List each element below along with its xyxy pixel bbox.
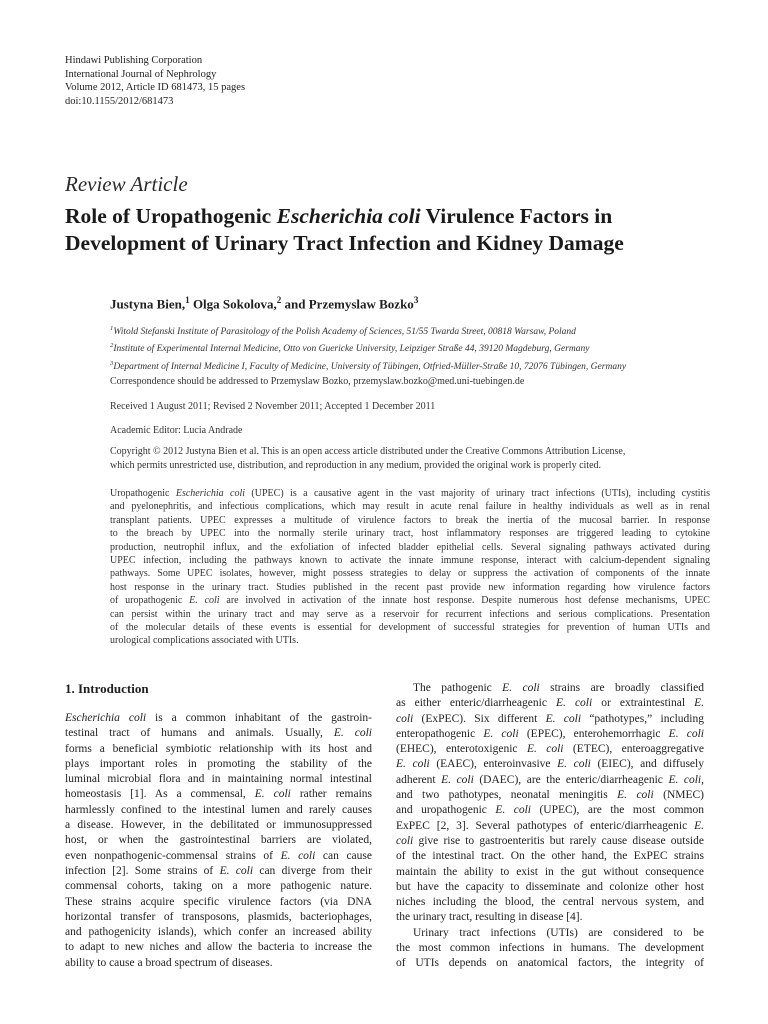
article-dates: Received 1 August 2011; Revised 2 November 2011; Accepted 1 December 2011 (110, 401, 436, 412)
body-line: luminal microbial flora and in maintaining normal intestinal (65, 773, 372, 786)
body-text: E. coli (557, 758, 591, 771)
body-text: E. coli (254, 788, 291, 801)
abstract-text: of uropathogenic (110, 595, 190, 607)
body-text: strains are broadly classified (539, 682, 704, 694)
author-affil-marker: 3 (413, 295, 419, 305)
abstract-line: host response in the urinary tract. Studies published in the recent past provide new information regarding how virulence factors (110, 581, 710, 593)
body-text: testinal tract of humans and animals. Usually, (65, 727, 334, 740)
affiliation-text: Witold Stefanski Institute of Parasitology of the Polish Academy of Sciences, 51/55 Twarda Street, 00818 Warsaw, Poland (113, 327, 576, 338)
title-line-2: Development of Urinary Tract Infection and Kidney Damage (65, 230, 624, 255)
doi: doi:10.1155/2012/681473 (65, 95, 174, 107)
body-line: These strains acquire specific virulence factors (via DNA (65, 895, 372, 908)
body-text: enteropathogenic (396, 727, 484, 740)
body-line: a disease. However, in the debilitated or immunosuppressed (65, 819, 372, 832)
section-heading-introduction: 1. Introduction (65, 681, 149, 696)
body-text: E. coli (545, 712, 582, 725)
author-name: Justyna Bien, (110, 296, 186, 312)
correspondence-text: Correspondence should be addressed to Przemyslaw Bozko, (110, 376, 354, 387)
body-text: or extraintestinal (592, 697, 695, 710)
affiliation-text: Institute of Experimental Internal Medicine, Otto von Guericke University, Leipziger Straße 44, 39120 Magdeburg, Germany (113, 344, 590, 355)
body-line: ability to cause a broad spectrum of diseases. (65, 956, 273, 969)
body-line: niches including the blood, the central nervous system, and (396, 896, 704, 909)
author-list (110, 295, 418, 312)
abstract-line: pathways. Some UPEC isolates, however, might possess strategies to delay or suppress the activation of components of the innate (110, 568, 710, 580)
body-text: E. coli (280, 849, 316, 862)
article-type: Review Article (65, 172, 188, 196)
body-text: E. coli (396, 758, 430, 771)
abstract-line: to the breach by UPEC into the normally sterile urinary tract, host inflammatory responses are triggered leading to cytokine (110, 528, 710, 540)
body-text: can diverge from their (253, 864, 372, 877)
body-text: give rise to gastroenteritis but rarely cause disease outside (413, 834, 704, 847)
abstract-line: production, neutrophil influx, and the exfoliation of infected bladder epithelial cells. Several signaling pathways activated during (110, 541, 710, 553)
body-line: plays important roles in promoting the stability of the (65, 757, 372, 770)
abstract-line: and pyelonephritis, and infectious complications, which may result in acute renal failure in healthy individuals as well as in renal (110, 501, 710, 513)
abstract-line: transplant patients. UPEC expresses a multitude of virulence factors to break the inertia of the mucosal barrier. In response (110, 514, 710, 526)
affiliation-marker: 3 (110, 359, 114, 367)
body-line: horizontal transfer of transposons, plasmids, bacteriophages, (65, 910, 372, 923)
copyright-line: which permits unrestricted use, distribution, and reproduction in any medium, provided the original work is properly cited. (110, 459, 602, 471)
correspondence-email-link[interactable]: przemyslaw.bozko@med.uni-tuebingen.de (353, 376, 525, 387)
body-text: adherent (396, 773, 442, 786)
body-text: Escherichia coli (65, 712, 147, 724)
body-text: E. (694, 819, 704, 832)
body-text: is a common inhabitant of the gastroin- (146, 712, 372, 724)
abstract-line: UPEC infection, including the pathways known to activate the innate immune response, interact with calcium-dependent signaling (110, 555, 710, 567)
author-affil-marker: 2 (276, 295, 282, 305)
body-line: the most common infections in humans. The development (396, 942, 704, 955)
body-text: E. coli (333, 727, 372, 740)
affiliations (110, 322, 626, 374)
abstract-text: (UPEC) is a causative agent in the vast majority of urinary tract infections (UTIs), including cystitis (245, 488, 710, 499)
body-text: even nonpathogenic-commensal strains of (65, 849, 281, 862)
abstract-text: Escherichia coli (175, 488, 246, 499)
body-text: and two pathotypes, neonatal meningitis (396, 789, 618, 802)
body-line: of the intestinal tract. On the other hand, the ExPEC strains (396, 850, 704, 863)
body-line: maintain the ability to exist in the gut without consequence (396, 865, 704, 878)
journal-name: International Journal of Nephrology (65, 68, 217, 80)
body-text: “pathotypes,” including (581, 712, 704, 725)
affiliation-text: Department of Internal Medicine I, Faculty of Medicine, University of Tübingen, Otfried-Müller-Straße 10, 72076 Tübingen, Germany (113, 362, 627, 373)
body-text: E. coli (555, 697, 593, 710)
body-text: (ExPEC). Six different (413, 712, 546, 725)
body-text: E. coli (441, 773, 474, 786)
body-text: (EHEC), enterotoxigenic (396, 743, 527, 756)
body-text: homeostasis [1]. As a commensal, (65, 788, 255, 801)
body-text: can cause (315, 849, 372, 862)
affiliation (110, 339, 626, 356)
abstract-line: can persist within the urinary tract and may serve as a reservoir for recurrent infections and serious complications. Presentation (110, 608, 710, 620)
abstract-text: E. coli (189, 595, 220, 607)
body-text: (ETEC), enteroaggregative (563, 743, 705, 756)
abstract-text: are involved in activation of the innate host response. Despite numerous host defense mechanisms, UPEC (219, 595, 710, 607)
body-text: rather remains (290, 788, 372, 801)
affiliation (110, 357, 626, 374)
publisher: Hindawi Publishing Corporation (65, 55, 203, 66)
abstract-line: urological complications associated with UTIs. (110, 635, 299, 647)
title-text: Role of Uropathogenic (65, 204, 277, 228)
body-line: host, or when the gastrointestinal barriers are violated, (65, 834, 372, 847)
body-text: E. coli (526, 743, 564, 756)
author-name: and Przemyslaw Bozko (281, 296, 414, 312)
body-text: E. coli (502, 682, 540, 694)
body-text: (EPEC), enterohemorrhagic (518, 727, 669, 740)
body-text: (NMEC) (653, 789, 705, 802)
body-line: Urinary tract infections (UTIs) are considered to be (413, 926, 704, 939)
body-line: to adapt to new niches and allow the bacteria to increase the (65, 941, 372, 954)
body-line: of UTIs depends on anatomical factors, the integrity of (396, 957, 704, 970)
copyright-notice (110, 445, 710, 472)
title-species: Escherichia coli (276, 204, 421, 228)
author-affil-marker: 1 (185, 295, 190, 305)
body-column-right (396, 681, 704, 972)
body-text: E. coli (617, 789, 654, 802)
body-text: E. coli, (668, 773, 704, 786)
body-text: (EIEC), and diffusely (590, 758, 704, 771)
body-line: and pathogenicity islands), which confer an increased ability (65, 926, 372, 939)
article-title (65, 203, 725, 256)
body-text: (DAEC), are the enteric/diarrheagenic (473, 773, 669, 786)
body-line: commensal cohorts, taking on a more pathogenic nature. (65, 880, 372, 893)
affiliation (110, 322, 626, 339)
body-text: E. coli (668, 727, 704, 740)
body-text: as either enteric/diarrheagenic (396, 697, 556, 710)
body-line: but have the capacity to disseminate and colonize other host (396, 880, 704, 893)
body-text: E. coli (483, 727, 519, 740)
body-text: and uropathogenic (396, 804, 496, 817)
affiliation-marker: 1 (110, 325, 114, 332)
academic-editor: Academic Editor: Lucia Andrade (110, 425, 243, 436)
body-text: coli (396, 712, 414, 725)
body-column-left (65, 711, 372, 971)
body-text: E. (694, 697, 704, 710)
affiliation-marker: 2 (110, 342, 114, 350)
title-text: Virulence Factors in (420, 204, 613, 228)
body-text: E. coli (219, 864, 254, 877)
body-text: coli (396, 834, 414, 847)
body-text: infection [2]. Some strains of (65, 864, 220, 877)
correspondence (110, 376, 524, 387)
volume-info: Volume 2012, Article ID 681473, 15 pages (65, 82, 246, 93)
body-line: forms a beneficial symbiotic relationship with its host and (65, 742, 372, 755)
body-line: the urinary tract, resulting in disease [4]. (396, 911, 583, 924)
copyright-line: Copyright © 2012 Justyna Bien et al. This is an open access article distributed under the Creative Commons Attribution License, (110, 446, 626, 457)
body-text: (EAEC), enteroinvasive (429, 758, 558, 771)
body-text: ExPEC [2, 3]. Several pathotypes of enteric/diarrheagenic (396, 819, 695, 832)
body-line: harmlessly confined to the intestinal lumen and rarely causes (65, 803, 372, 816)
author-name: Olga Sokolova, (189, 296, 277, 312)
abstract (110, 487, 710, 648)
body-text: The pathogenic (413, 682, 503, 694)
abstract-line: of the molecular details of these events is essential for development of successful strategies for prevention of human UTIs and (110, 622, 710, 634)
journal-header (65, 54, 245, 108)
body-text: E. coli (495, 804, 531, 817)
body-text: (UPEC), are the most common (530, 804, 704, 817)
abstract-text: Uropathogenic (110, 488, 176, 499)
